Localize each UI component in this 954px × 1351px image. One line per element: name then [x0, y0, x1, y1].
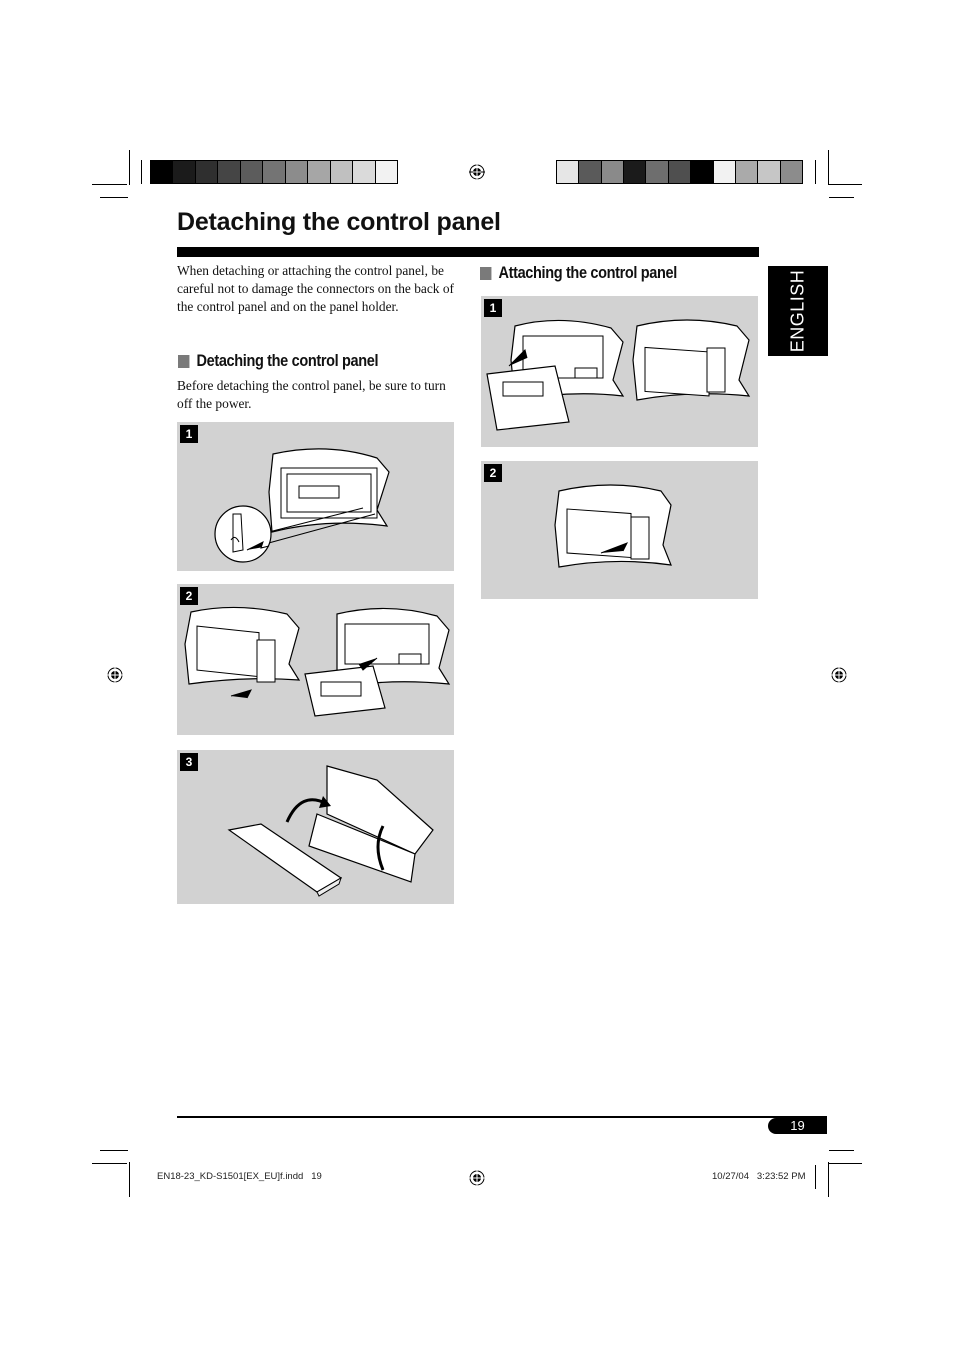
registration-mark-icon — [469, 164, 485, 180]
language-tab — [768, 266, 828, 356]
detach-step-3-illustration — [177, 750, 454, 904]
color-swatch — [376, 161, 397, 183]
color-swatch — [758, 161, 780, 183]
color-swatch — [241, 161, 263, 183]
color-swatch — [263, 161, 285, 183]
attaching-heading — [480, 264, 677, 283]
color-swatch — [646, 161, 668, 183]
step-number: 2 — [180, 587, 198, 605]
color-swatch — [353, 161, 375, 183]
color-swatch-bar-left — [150, 160, 398, 184]
registration-mark-icon — [107, 667, 123, 683]
color-swatch — [218, 161, 240, 183]
title-rule — [177, 247, 759, 257]
step-number: 1 — [484, 299, 502, 317]
color-swatch — [602, 161, 624, 183]
color-swatch — [196, 161, 218, 183]
panel-attach-illustration — [481, 296, 758, 447]
color-swatch — [579, 161, 601, 183]
color-swatch — [557, 161, 579, 183]
registration-mark-icon — [831, 667, 847, 683]
detaching-heading — [178, 352, 378, 371]
color-swatch — [151, 161, 173, 183]
color-swatch — [624, 161, 646, 183]
footer-filename: EN18-23_KD-S1501[EX_EU]f.indd 19 — [157, 1171, 322, 1182]
panel-press-attach-illustration — [481, 461, 758, 599]
color-swatch — [781, 161, 802, 183]
language-tab-label: ENGLISH — [787, 269, 808, 353]
detach-step-2-illustration — [177, 584, 454, 735]
step-number: 3 — [180, 753, 198, 771]
color-swatch-bar-right — [556, 160, 803, 184]
footer-rule — [177, 1116, 827, 1118]
panel-detach-illustration — [177, 584, 454, 735]
color-swatch — [714, 161, 736, 183]
footer-timestamp: 10/27/04 3:23:52 PM — [712, 1171, 806, 1182]
color-swatch — [308, 161, 330, 183]
detaching-text: Before detaching the control panel, be sure to turn off the power. — [177, 378, 446, 411]
color-swatch — [286, 161, 308, 183]
intro-text: When detaching or attaching the control panel, be careful not to damage the connectors on the back of the control panel and on the panel holder. — [177, 263, 454, 314]
color-swatch — [669, 161, 691, 183]
panel-press-release-illustration — [177, 422, 454, 571]
page-number: 19 — [768, 1118, 827, 1134]
color-swatch — [173, 161, 195, 183]
attach-step-2-illustration — [481, 461, 758, 599]
color-swatch — [691, 161, 713, 183]
attach-step-1-illustration — [481, 296, 758, 447]
page-title: Detaching the control panel — [177, 208, 501, 236]
detach-step-1-illustration — [177, 422, 454, 571]
color-swatch — [736, 161, 758, 183]
detaching-heading-label: Detaching the control panel — [196, 352, 379, 370]
attaching-heading-label: Attaching the control panel — [498, 264, 677, 282]
heading-square-icon — [178, 355, 189, 368]
registration-mark-icon — [469, 1170, 485, 1186]
step-number: 1 — [180, 425, 198, 443]
heading-square-icon — [480, 267, 491, 280]
panel-case-illustration — [177, 750, 454, 904]
step-number: 2 — [484, 464, 502, 482]
color-swatch — [331, 161, 353, 183]
